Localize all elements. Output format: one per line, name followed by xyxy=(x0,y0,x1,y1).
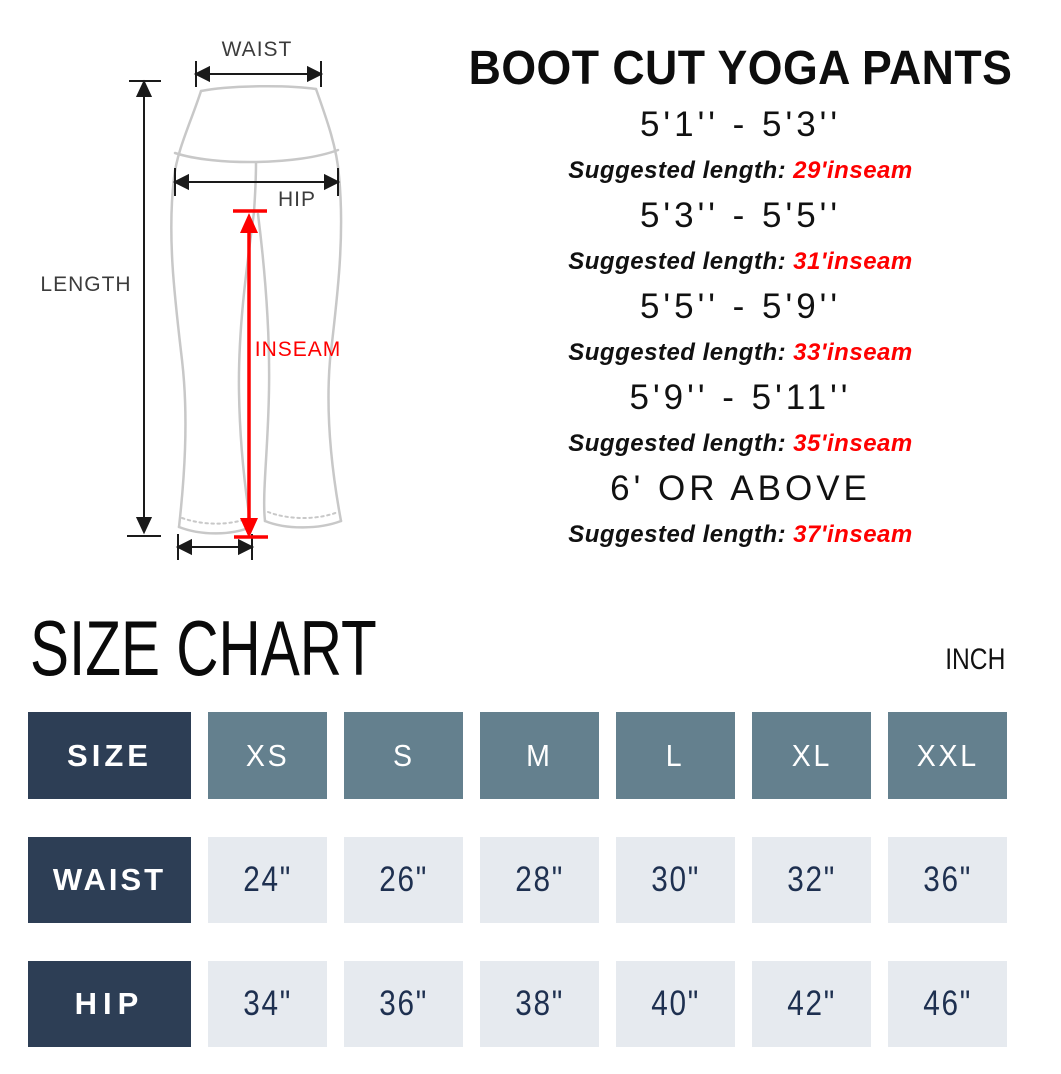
size-chart-title: SIZE CHART xyxy=(30,604,377,692)
waist-value-l xyxy=(616,837,735,923)
table-corner-size xyxy=(28,712,191,799)
value-text: 32" xyxy=(787,860,836,899)
inseam-measure-label: INSEAM xyxy=(254,338,342,361)
value-text: 30" xyxy=(651,860,700,899)
waist-value-xl xyxy=(752,837,871,923)
hip-value-xs xyxy=(208,961,327,1047)
value-text: 46" xyxy=(923,984,972,1023)
suggested-inseam-value: 37'inseam xyxy=(793,520,913,548)
length-arrow xyxy=(127,81,161,536)
height-range: 5'1'' - 5'3'' xyxy=(639,105,842,144)
length-measure-label: LENGTH xyxy=(40,273,132,296)
product-title: BOOT CUT YOGA PANTS xyxy=(468,42,1013,95)
size-label: M xyxy=(526,737,553,773)
size-col-xl xyxy=(752,712,871,799)
size-col-s xyxy=(344,712,463,799)
value-text: 40" xyxy=(651,984,700,1023)
size-col-m xyxy=(480,712,599,799)
row-label-waist xyxy=(28,837,191,923)
hip-value-l xyxy=(616,961,735,1047)
size-label: XS xyxy=(245,737,290,773)
hip-value-xl xyxy=(752,961,871,1047)
suggested-inseam-value: 33'inseam xyxy=(793,338,913,366)
suggested-length xyxy=(420,421,1061,467)
size-col-xxl xyxy=(888,712,1007,799)
hip-measure-label: HIP xyxy=(277,188,317,211)
value-text: 34" xyxy=(243,984,292,1023)
waist-value-xxl xyxy=(888,837,1007,923)
waist-value-xs xyxy=(208,837,327,923)
row-label-text: WAIST xyxy=(52,862,167,897)
value-text: 42" xyxy=(787,984,836,1023)
size-chart-table xyxy=(28,712,1007,1047)
suggested-length xyxy=(420,148,1061,194)
size-col-xs xyxy=(208,712,327,799)
value-text: 36" xyxy=(379,984,428,1023)
size-label: XXL xyxy=(916,737,979,773)
corner-label: SIZE xyxy=(67,737,152,773)
suggested-length-prefix: Suggested length: xyxy=(568,338,787,366)
height-range: 5'5'' - 5'9'' xyxy=(639,287,842,326)
suggested-length xyxy=(420,330,1061,376)
suggested-length-prefix: Suggested length: xyxy=(568,429,787,457)
size-label: L xyxy=(666,737,685,773)
hip-value-xxl xyxy=(888,961,1007,1047)
height-range: 6' OR ABOVE xyxy=(610,469,871,508)
size-label: S xyxy=(392,737,415,773)
value-text: 24" xyxy=(243,860,292,899)
size-chart-unit: INCH xyxy=(944,643,1005,676)
hip-value-s xyxy=(344,961,463,1047)
suggested-length xyxy=(420,512,1061,558)
suggested-inseam-value: 29'inseam xyxy=(793,156,913,184)
suggested-length-prefix: Suggested length: xyxy=(568,247,787,275)
value-text: 26" xyxy=(379,860,428,899)
hip-value-m xyxy=(480,961,599,1047)
value-text: 36" xyxy=(923,860,972,899)
suggested-inseam-value: 35'inseam xyxy=(793,429,913,457)
waist-arrow xyxy=(196,61,321,87)
pants-measurement-diagram xyxy=(0,0,420,580)
waist-value-s xyxy=(344,837,463,923)
waist-value-m xyxy=(480,837,599,923)
value-text: 28" xyxy=(515,860,564,899)
value-text: 38" xyxy=(515,984,564,1023)
suggested-length-prefix: Suggested length: xyxy=(568,156,787,184)
pants-outline xyxy=(171,86,341,533)
size-col-l xyxy=(616,712,735,799)
row-label-text: HIP xyxy=(74,986,145,1021)
row-label-hip xyxy=(28,961,191,1047)
suggested-inseam-value: 31'inseam xyxy=(793,247,913,275)
suggested-length-prefix: Suggested length: xyxy=(568,520,787,548)
size-label: XL xyxy=(791,737,832,773)
waist-measure-label: WAIST xyxy=(221,38,293,61)
height-guide xyxy=(420,44,1061,557)
height-range: 5'3'' - 5'5'' xyxy=(639,196,842,235)
height-range: 5'9'' - 5'11'' xyxy=(629,378,852,417)
suggested-length xyxy=(420,239,1061,285)
